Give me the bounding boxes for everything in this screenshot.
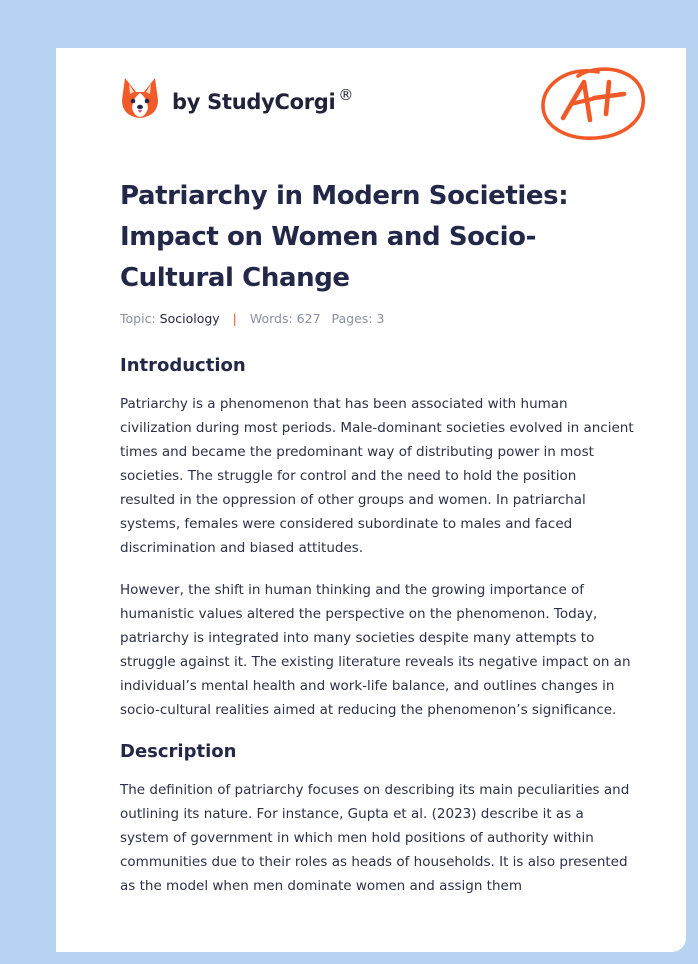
corgi-icon [120, 76, 160, 120]
article-body [120, 354, 635, 916]
section-heading-description: Description [120, 741, 237, 762]
section-heading-introduction: Introduction [120, 355, 246, 376]
document-card [56, 48, 686, 952]
a-plus-grade-icon [538, 60, 648, 142]
brand-header[interactable] [120, 76, 353, 120]
paragraph: The definition of patriarchy focuses on describing its main peculiarities and outlining its nature. For instance, Gupta et al. (2023) describe it as a system of government in which men hold positions of authority within communities due to their roles as heads of households. It is also presented as the model when men dominate women and assign them [120, 782, 630, 894]
meta-separator: | [232, 311, 237, 326]
word-count: Words: 627 [249, 311, 321, 326]
page-title: Patriarchy in Modern Societies: Impact on Women and Socio-Cultural Change [120, 181, 569, 293]
topic-label: Topic: [120, 311, 156, 326]
brand-name: by StudyCorgi ® [172, 86, 354, 114]
topic-link[interactable]: Sociology [159, 311, 220, 326]
paragraph: Patriarchy is a phenomenon that has been associated with human civilization during most periods. Male-dominant societies evolved in ancient times and became the predominant way of distributing power in most societies. The struggle for control and the need to hold the position resulted in the oppression of other groups and women. In patriarchal systems, females were considered subordinate to males and faced discrimination and biased attitudes. [120, 396, 634, 556]
paragraph: However, the shift in human thinking and the growing importance of humanistic values altered the perspective on the phenomenon. Today, patriarchy is integrated into many societies despite many attempts to struggle against it. The existing literature reveals its negative impact on an individual’s mental health and work-life balance, and outlines changes in socio-cultural realities aimed at reducing the phenomenon’s significance. [120, 582, 631, 718]
article-meta [120, 311, 384, 326]
registered-mark: ® [338, 86, 354, 104]
page-count: Pages: 3 [331, 311, 385, 326]
